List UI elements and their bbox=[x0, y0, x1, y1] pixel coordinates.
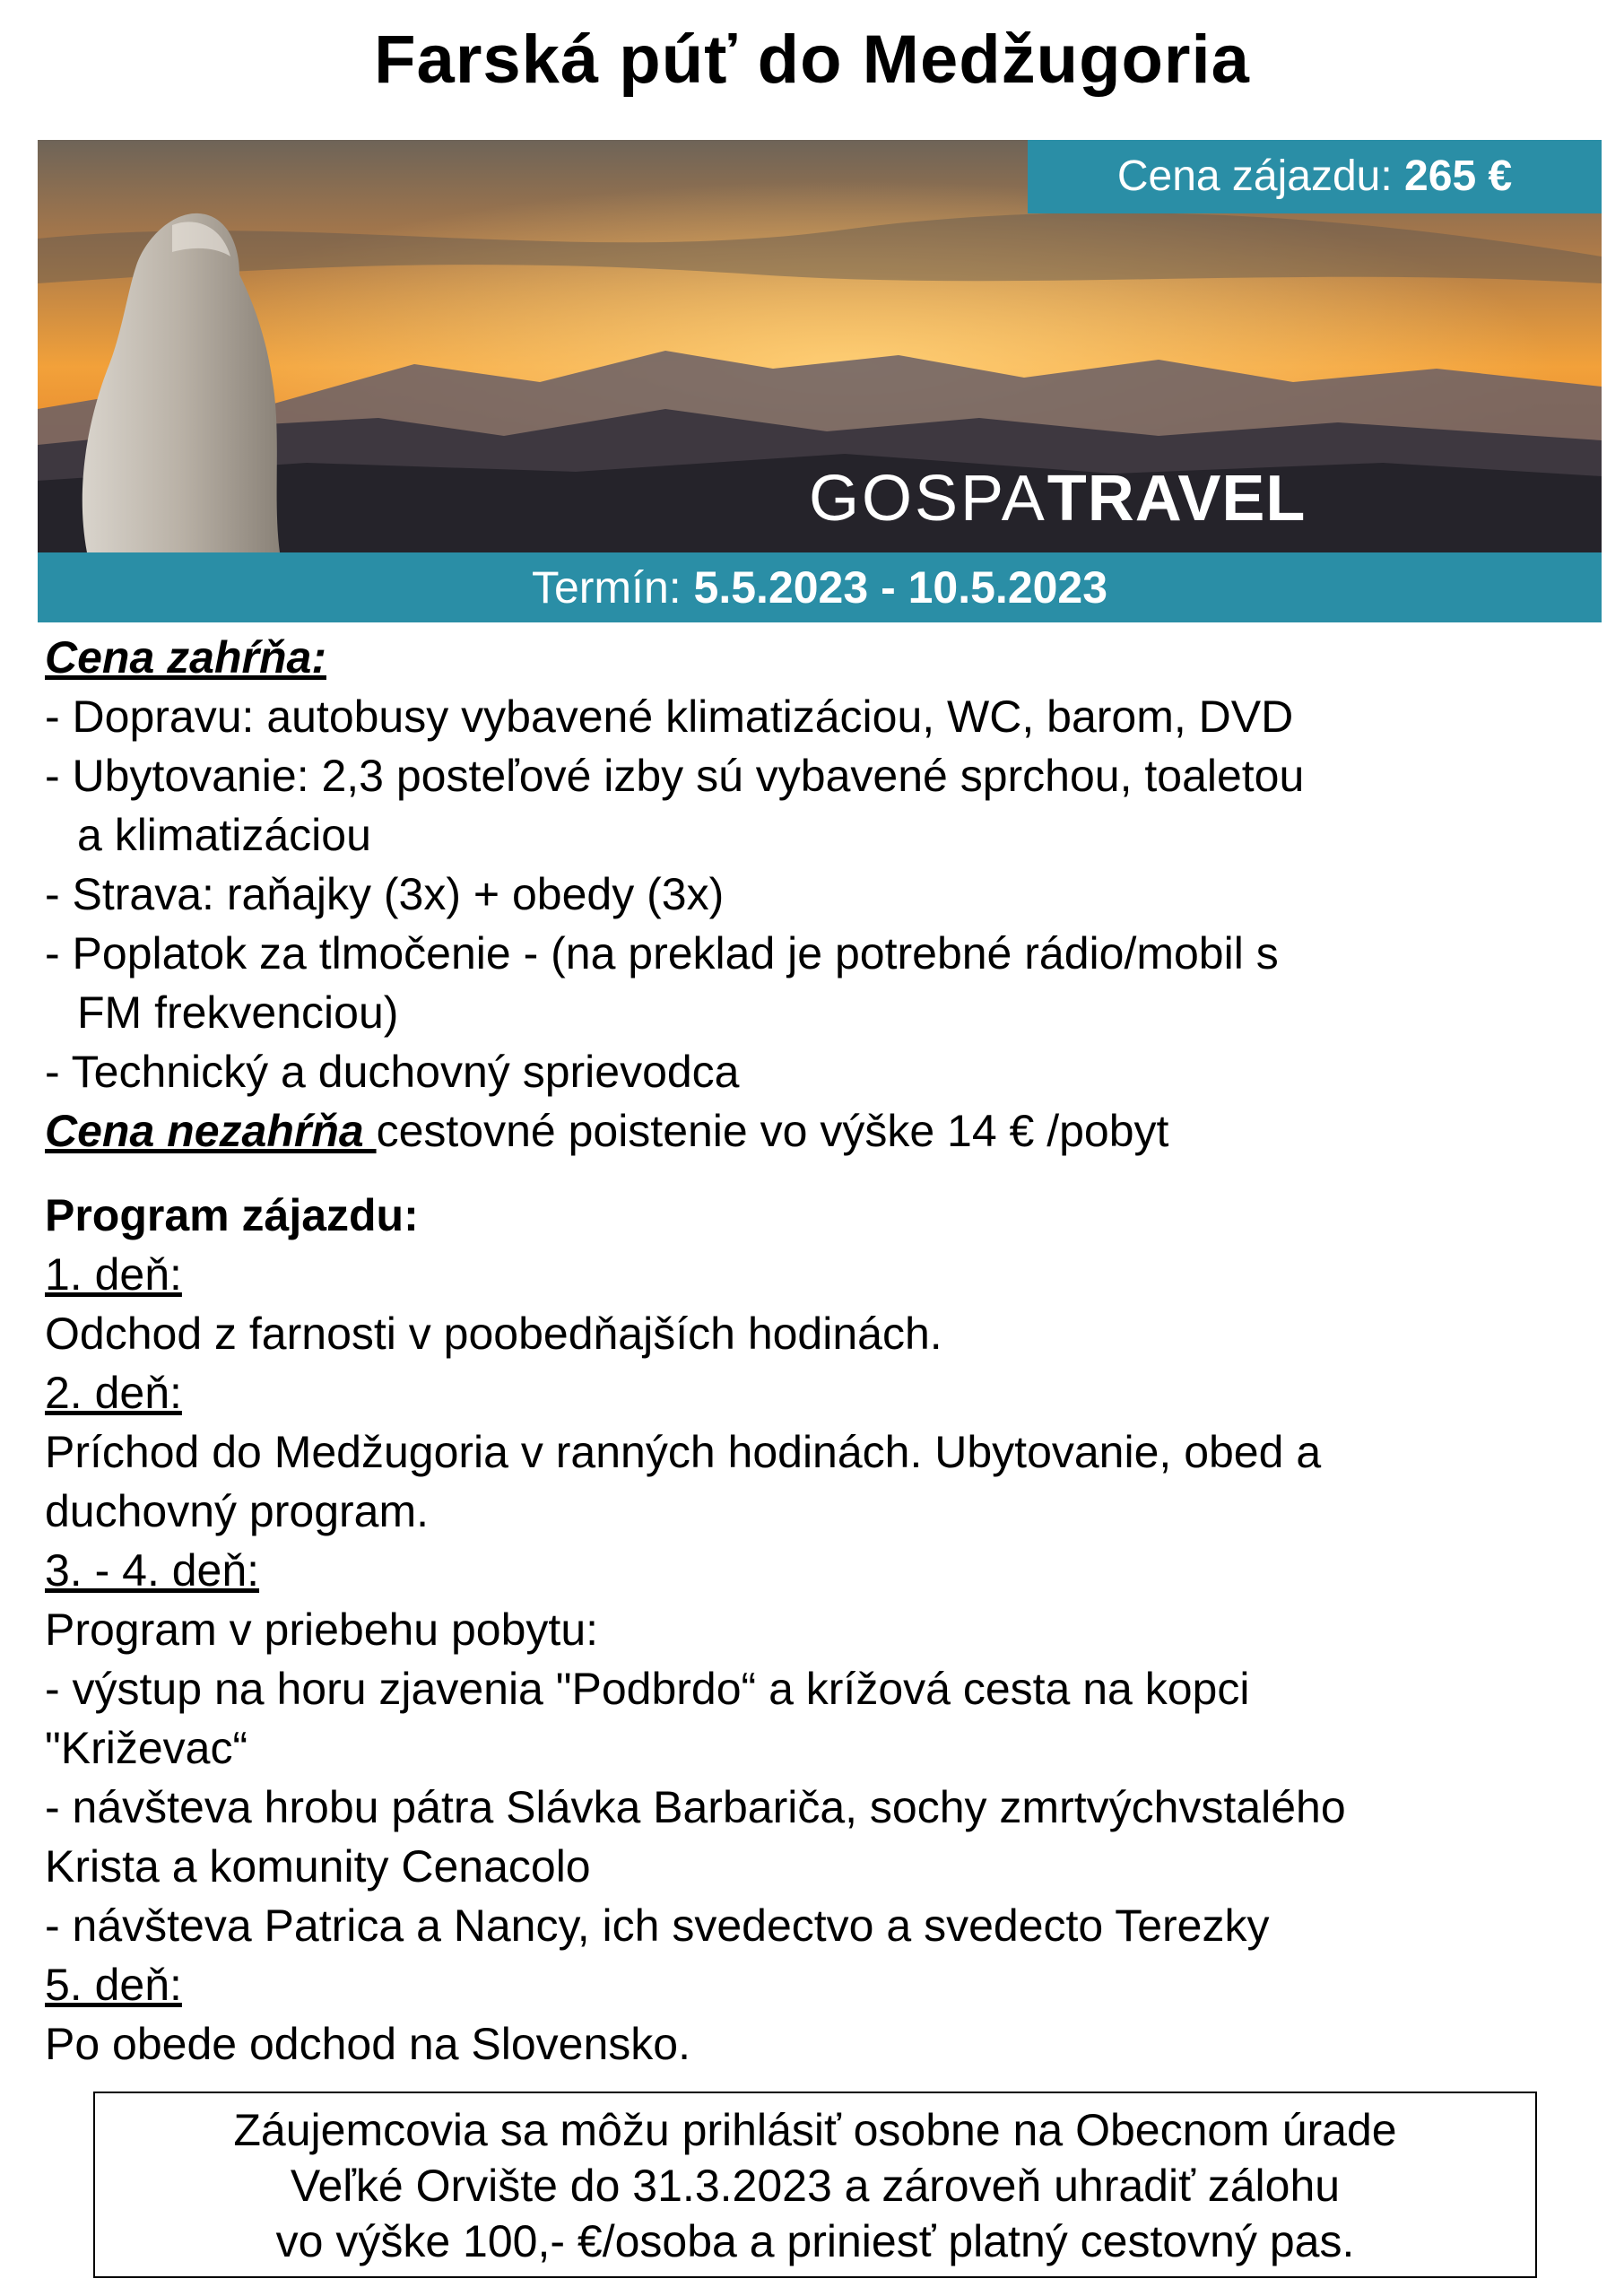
excludes-heading: Cena nezahŕňa bbox=[45, 1106, 377, 1156]
registration-notice bbox=[93, 2092, 1537, 2278]
excludes-line bbox=[45, 1101, 1587, 1161]
page-title: Farská púť do Medžugoria bbox=[374, 22, 1250, 98]
program-heading: Program zájazdu: bbox=[45, 1190, 419, 1240]
logo-part1: GOSPA bbox=[809, 463, 1047, 535]
includes-item: - Ubytovanie: 2,3 posteľové izby sú vybavené sprchou, toaletou bbox=[45, 751, 1305, 801]
day34-line: "Križevac“ bbox=[45, 1723, 248, 1773]
day2-label: 2. deň: bbox=[45, 1368, 182, 1418]
price-label: Cena zájazdu: bbox=[1116, 152, 1393, 200]
day1-text: Odchod z farnosti v poobedňajších hodinách. bbox=[45, 1309, 942, 1359]
includes-item: FM frekvenciou) bbox=[77, 987, 399, 1038]
day34-line: - návšteva Patrica a Nancy, ich svedectvo a svedecto Terezky bbox=[45, 1900, 1270, 1951]
day34-label: 3. - 4. deň: bbox=[45, 1545, 260, 1596]
notice-line: vo výške 100,- €/osoba a priniesť platný cestovný pas. bbox=[275, 2216, 1355, 2266]
price-value: 265 € bbox=[1404, 152, 1513, 200]
includes-item: - Technický a duchovný sprievodca bbox=[45, 1047, 740, 1097]
includes-heading: Cena zahŕňa: bbox=[45, 632, 326, 683]
includes-item: - Strava: raňajky (3x) + obedy (3x) bbox=[45, 869, 725, 919]
term-bar bbox=[38, 552, 1602, 622]
term-label: Termín: bbox=[531, 562, 682, 613]
day1-label: 1. deň: bbox=[45, 1249, 182, 1300]
day2-text: Príchod do Medžugoria v ranných hodinách. Ubytovanie, obed a bbox=[45, 1427, 1322, 1477]
logo-part2: TRAVEL bbox=[1046, 463, 1307, 535]
day5-label: 5. deň: bbox=[45, 1960, 182, 2010]
main-content bbox=[45, 628, 1587, 2074]
includes-item: - Dopravu: autobusy vybavené klimatizáciou, WC, barom, DVD bbox=[45, 691, 1294, 742]
banner bbox=[38, 140, 1602, 622]
day34-line: - návšteva hrobu pátra Slávka Barbariča, sochy zmrtvýchvstalého bbox=[45, 1782, 1346, 1832]
day34-line: Program v priebehu pobytu: bbox=[45, 1605, 599, 1655]
includes-item: - Poplatok za tlmočenie - (na preklad je potrebné rádio/mobil s bbox=[45, 928, 1279, 978]
day5-text: Po obede odchod na Slovensko. bbox=[45, 2019, 690, 2069]
includes-item: a klimatizáciou bbox=[77, 810, 371, 860]
day34-line: Krista a komunity Cenacolo bbox=[45, 1841, 591, 1892]
notice-line: Záujemcovia sa môžu prihlásiť osobne na Obecnom úrade bbox=[233, 2105, 1397, 2155]
notice-line: Veľké Orvište do 31.3.2023 a zároveň uhradiť zálohu bbox=[290, 2161, 1341, 2211]
price-box bbox=[1028, 140, 1602, 213]
day2-text: duchovný program. bbox=[45, 1486, 430, 1536]
excludes-text: cestovné poistenie vo výške 14 € /pobyt bbox=[376, 1106, 1169, 1156]
day34-line: - výstup na horu zjavenia "Podbrdo“ a krížová cesta na kopci bbox=[45, 1664, 1250, 1714]
term-value: 5.5.2023 - 10.5.2023 bbox=[693, 562, 1108, 613]
gospatravel-logo bbox=[809, 463, 1306, 535]
